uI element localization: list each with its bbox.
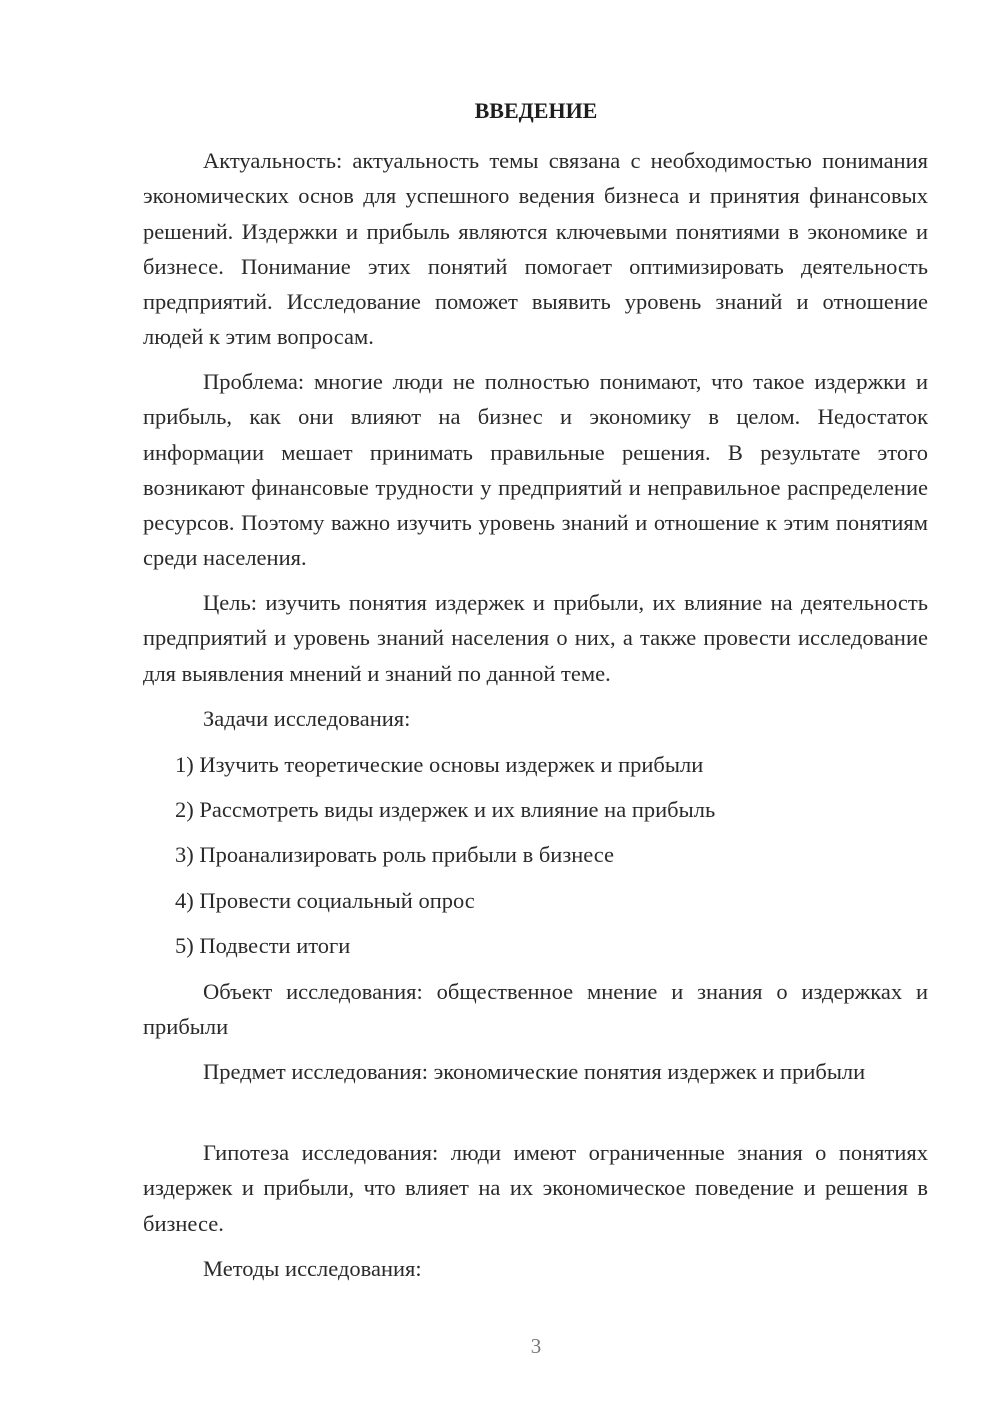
page-number: 3: [530, 1334, 542, 1358]
paragraph-goal: Цель: изучить понятия издержек и прибыли, их влияние на деятельность предприятий и уровень знаний населения о них, а также провести исследование для выявления мнений и знаний по данной теме.: [143, 590, 928, 686]
methods-heading: Методы исследования:: [203, 1256, 422, 1281]
paragraph-hypothesis: Гипотеза исследования: люди имеют ограниченные знания о понятиях издержек и прибыли, что влияет на их экономическое поведение и решения в бизнесе.: [143, 1140, 928, 1236]
paragraph-problem: Проблема: многие люди не полностью понимают, что такое издержки и прибыль, как они влияют на бизнес и экономику в целом. Недостаток информации мешает принимать правильные решения. В результате этого возникают финансовые трудности у предприятий и неправильное распределение ресурсов. Поэтому важно изучить уровень знаний и отношение к этим понятиям среди населения.: [143, 369, 928, 571]
tasks-heading: Задачи исследования:: [203, 706, 411, 731]
paragraph-relevance: Актуальность: актуальность темы связана с необходимостью понимания экономических основ для успешного ведения бизнеса и принятия финансовых решений. Издержки и прибыль являются ключевыми понятиями в экономике и бизнесе. Понимание этих понятий помогает оптимизировать деятельность предприятий. Исследование поможет выявить уровень знаний и отношение людей к этим вопросам.: [143, 148, 928, 350]
paragraph-subject: Предмет исследования: экономические понятия издержек и прибыли: [203, 1059, 866, 1084]
task-item-1: 1) Изучить теоретические основы издержек и прибыли: [175, 752, 704, 777]
section-heading: ВВЕДЕНИЕ: [474, 98, 598, 123]
task-item-2: 2) Рассмотреть виды издержек и их влияние на прибыль: [175, 797, 716, 822]
task-item-3: 3) Проанализировать роль прибыли в бизнесе: [175, 842, 615, 867]
task-item-4: 4) Провести социальный опрос: [175, 888, 475, 913]
task-item-5: 5) Подвести итоги: [175, 933, 351, 958]
paragraph-object: Объект исследования: общественное мнение и знания о издержках и прибыли: [143, 979, 928, 1040]
